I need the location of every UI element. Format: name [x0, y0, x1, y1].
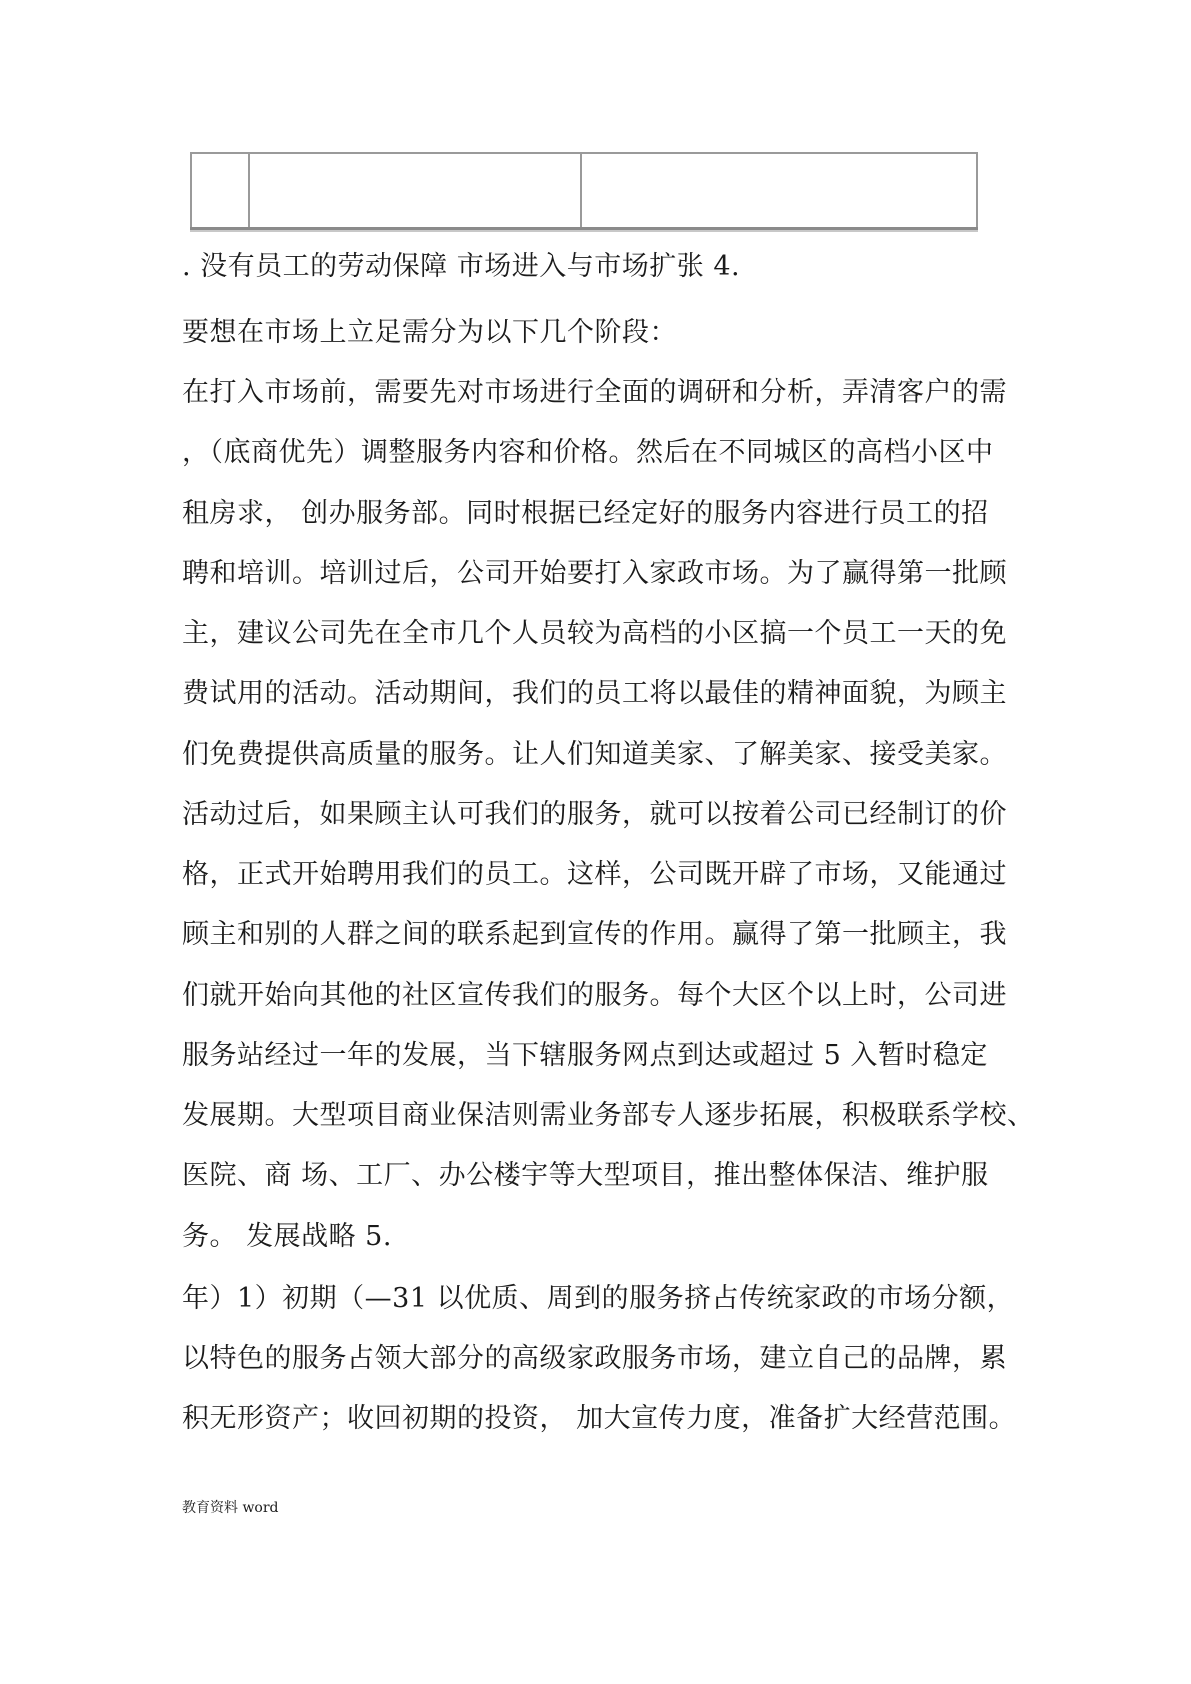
table-cell [581, 153, 977, 229]
text-line: 格，正式开始聘用我们的员工。这样，公司既开辟了市场，又能通过 [182, 859, 1007, 890]
heading-line: . 没有员工的劳动保障 市场进入与市场扩张 4. [182, 251, 741, 282]
paragraph-intro: 要想在市场上立足需分为以下几个阶段： [182, 317, 677, 348]
text-line: 主，建议公司先在全市几个人员较为高档的小区搞一个员工一天的免 [182, 618, 1007, 649]
text-line: 年）1）初期（—31 以优质、周到的服务挤占传统家政的市场分额， [182, 1283, 1015, 1314]
text-line: 费试用的活动。活动期间，我们的员工将以最佳的精神面貌，为顾主 [182, 678, 1007, 709]
text-line: 们就开始向其他的社区宣传我们的服务。每个大区个以上时，公司进 [182, 980, 1007, 1011]
text-line: 积无形资产；收回初期的投资， 加大宣传力度，准备扩大经营范围。 [182, 1403, 1017, 1434]
text-line: 活动过后，如果顾主认可我们的服务，就可以按着公司已经制订的价 [182, 799, 1007, 830]
text-line: 聘和培训。培训过后，公司开始要打入家政市场。为了赢得第一批顾 [182, 558, 1007, 589]
empty-table [190, 152, 978, 230]
page-footer: 教育资料 word [182, 1500, 279, 1516]
text-line: 医院、商 场、工厂、办公楼宇等大型项目，推出整体保洁、维护服 [182, 1160, 989, 1191]
text-line: 服务站经过一年的发展，当下辖服务网点到达或超过 5 入暂时稳定 [182, 1040, 988, 1071]
text-line: 租房求， 创办服务部。同时根据已经定好的服务内容进行员工的招 [182, 498, 989, 529]
text-line: 们免费提供高质量的服务。让人们知道美家、了解美家、接受美家。 [182, 739, 1007, 770]
text-line: 在打入市场前，需要先对市场进行全面的调研和分析，弄清客户的需 [182, 377, 1007, 408]
section-heading-line: 务。 发展战略 5. [182, 1221, 392, 1252]
text-line: 顾主和别的人群之间的联系起到宣传的作用。赢得了第一批顾主，我 [182, 919, 1007, 950]
table-row [191, 153, 977, 229]
text-line: 以特色的服务占领大部分的高级家政服务市场，建立自己的品牌，累 [182, 1343, 1007, 1374]
text-line: ，（底商优先）调整服务内容和价格。然后在不同城区的高档小区中 [182, 437, 994, 468]
table-cell [191, 153, 249, 229]
text-line: 发展期。大型项目商业保洁则需业务部专人逐步拓展，积极联系学校、 [182, 1100, 1035, 1131]
table-cell [249, 153, 581, 229]
